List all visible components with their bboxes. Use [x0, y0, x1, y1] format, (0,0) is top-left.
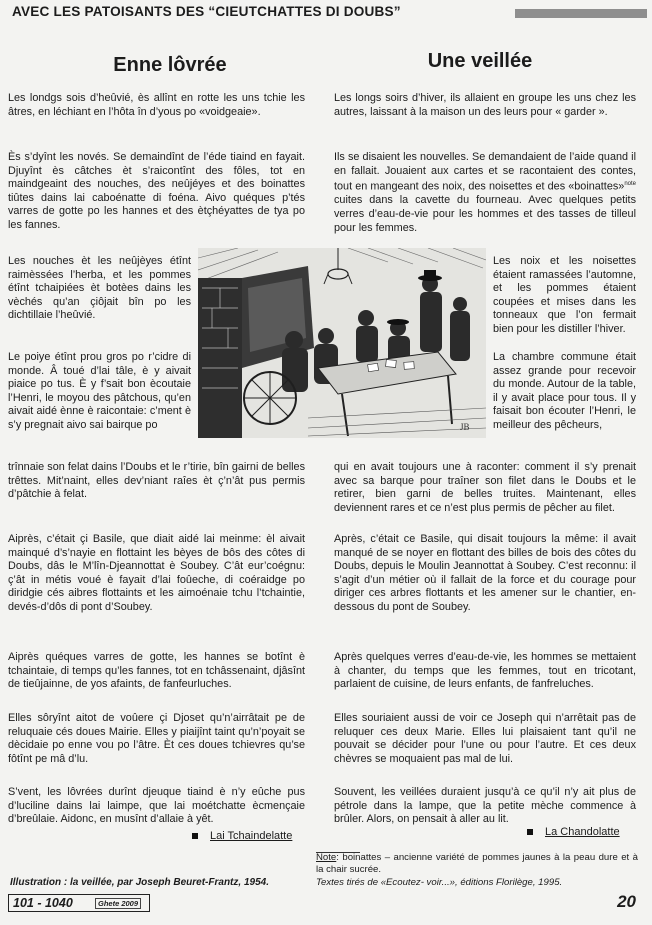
right-paragraph-3: Les noix et les noisettes étaient ramassées l’automne, et les pommes étaient coupées et mises dans les tonneaux que l’on fermait bien pour les distiller l’hiver. [493, 255, 636, 335]
left-paragraph-4b: trînnaie son felat dains l’Doubs et le r’tirie, bîn gairni de belles trêttes. Mit’naint, elles dev’niant raîes èt ç’n’ât pus permis d’pâtchie à felat. [8, 461, 305, 501]
right-paragraph-4a: La chambre commune était assez grande pour recevoir du monde. Autour de la table, il y avait place pour tous. Il y faisait bon écouter l’Henri, le meilleur des pêcheurs, [493, 351, 636, 431]
left-paragraph-5: Aiprès, c’était çi Basile, que diait aidé lai meinme: èl aivait mainqué d’s’nayie en flottaint les bèyes de bôs des côtes di Doubs, dâs le M’lîn-Djeannottat è Soubey. C’ât eur’coégnu: ç’ât in métis voué è fayait d’lai foûeche, di coéraidge po diridgie cés aibres flottaints et les aimoénaie tchu l’tchaintie, devés-d’dôs di pont d’Soubey. [8, 533, 305, 613]
header-bar [515, 9, 647, 18]
left-paragraph-4a: Le poiye étînt prou gros po r’cidre di monde. Â toué d’lai tâle, è y aivait piaice po tus. È y f’sait bon ècoutaie l’Henri, le moyou des pâtchous, qu’en aivait aidé ènne è raicontaie: c’ment è s’y pregnait aivo sai bairque po [8, 351, 191, 431]
footer-issue-box [8, 894, 150, 912]
left-paragraph-3: Les nouches èt les neûjèyes étînt raimèssées l’herba, et les pommes étînt tchaipiées èt botèes dains les vèchés qu’an çiôjait bîn po les dichtillaie l’heûvié. [8, 255, 191, 322]
right-paragraph-6: Après quelques verres d’eau-de-vie, les hommes se mettaient à chanter, du temps que les femmes, tout en tricotant, parlaient de cuisine, de leurs enfants, de fanfreluches. [334, 651, 636, 691]
right-paragraph-8: Souvent, les veillées duraient jusqu’à ce qu’il n’y ait plus de pétrole dans la lampe, que la petite mèche commence à brûler. Alors, on pensait à aller au lit. [334, 786, 636, 826]
issue-number: 101 - 1040 [13, 896, 73, 910]
page-header [12, 4, 638, 24]
header-title: AVEC LES PATOISANTS DES “CIEUTCHATTES DI DOUBS” [12, 4, 401, 19]
veillee-illustration [198, 248, 486, 438]
left-signature-text: Lai Tchaindelatte [210, 830, 293, 842]
right-title: Une veillée [427, 50, 533, 72]
left-signature [192, 830, 292, 842]
source-text: Textes tirés de «Ecoutez- voir...», éditions Florilège, 1995. [316, 877, 563, 888]
bullet-square [527, 829, 533, 835]
footnote-label: Note [316, 852, 337, 863]
footnote [316, 852, 638, 876]
left-paragraph-2: Ès s’dyînt les novés. Se demaindînt de l’éde tiaind en fayait. Djuyînt ès câtches èt s’raicontînt des fôles, tot en maindgeaint des nouches, des neûjéyes et des boinattes tiûtes dains lai caboénatte di foéna. Aivo quéques p’tés varres de gotte po les hannes et des ètçhéyattes de tya po les fannes. [8, 151, 305, 231]
right-signature [527, 826, 620, 838]
illustration-caption: Illustration : la veillée, par Joseph Beuret-Frantz, 1954. [10, 877, 269, 888]
right-paragraph-4b: qui en avait toujours une à raconter: comment il s’y prenait avec sa barque pour traîner son filet dans le Doubs et le retirer, bien garni de belles truites. Maintenant, elles deviennent rares et ce n’est plus permis de pêcher au filet. [334, 461, 636, 514]
right-paragraph-5: Après, c’était ce Basile, qui disait toujours la même: il avait manqué de se noyer en flottant des billes de bois des côtes du Doubs, depuis le Moulin Jeannottat à Soubey. C’est reconnu: il s’agit d’un métier où il fallait de la force et du courage pour diriger ces arbres flottants et les amener sur le chantier, en-dessous du pont de Soubey. [334, 533, 636, 613]
edition-label: Ghete 2009 [95, 898, 141, 909]
left-paragraph-1: Les londgs sois d’heûvié, ès allînt en rotte les uns tchie les âtres, en léchiant en l’hôta în d’yous po «voidgeaie». [8, 92, 305, 118]
left-title: Enne lôvrée [113, 54, 227, 76]
footnote-text: : boinattes – ancienne variété de pommes jaunes à la peau dure et à la chair sucrée. [316, 852, 638, 875]
left-paragraph-7: Elles sôryînt aitot de voûere çi Djoset qu’n’airrâtait pe de reluquaie cés doues Mairie. Elles y piaijînt taint qu’n’poyait se dècidaie po enne vou po l’âtre. Èt ces doues tchievres qu’se fôtînt pe mâ d’lu. [8, 712, 305, 765]
page-number: 20 [617, 892, 636, 911]
svg-text:JB: JB [460, 422, 470, 432]
right-paragraph-1: Les longs soirs d’hiver, ils allaient en groupe les uns chez les autres, laissant à la maison un des leurs pour « garder ». [334, 92, 636, 118]
left-paragraph-6: Aiprès quéques varres de gotte, les hannes se botînt è tchaintaie, di temps qu’les fannes, tot en tchâssenaint, djâsînt de tieûjainne, de yos afaints, de fanfeurluches. [8, 651, 305, 691]
right-paragraph-7: Elles souriaient aussi de voir ce Joseph qui n’arrêtait pas de reluquer ces deux Marie. Elles lui plaisaient tant qu’il ne pouvait se décider pour l’une ou pour l’autre. Et ces deux chèvres se moquaient pas mal de lui. [334, 712, 636, 765]
bullet-square [192, 833, 198, 839]
right-signature-text: La Chandolatte [545, 826, 620, 838]
right-paragraph-2: Ils se disaient les nouvelles. Se demandaient de l’aide quand il en fallait. Jouaient aux cartes et se racontaient des contes, tout en mangeant des noix, des noisettes et des «boinattes»$^{note}$ cuites dans la cavette du fourneau. Avec quelques petits verres d’eau-de-vie pour les hommes et des tasses de tilleul pour les femmes. [334, 151, 636, 234]
left-paragraph-8: S’vent, les lôvrées durînt djeuque tiaind è n’y eûche pus d’luciline dains lai laimpe, que lai moétchatte ècmençaie d’breûlaie. Aidonc, en musînt d’allaie à yêt. [8, 786, 305, 826]
